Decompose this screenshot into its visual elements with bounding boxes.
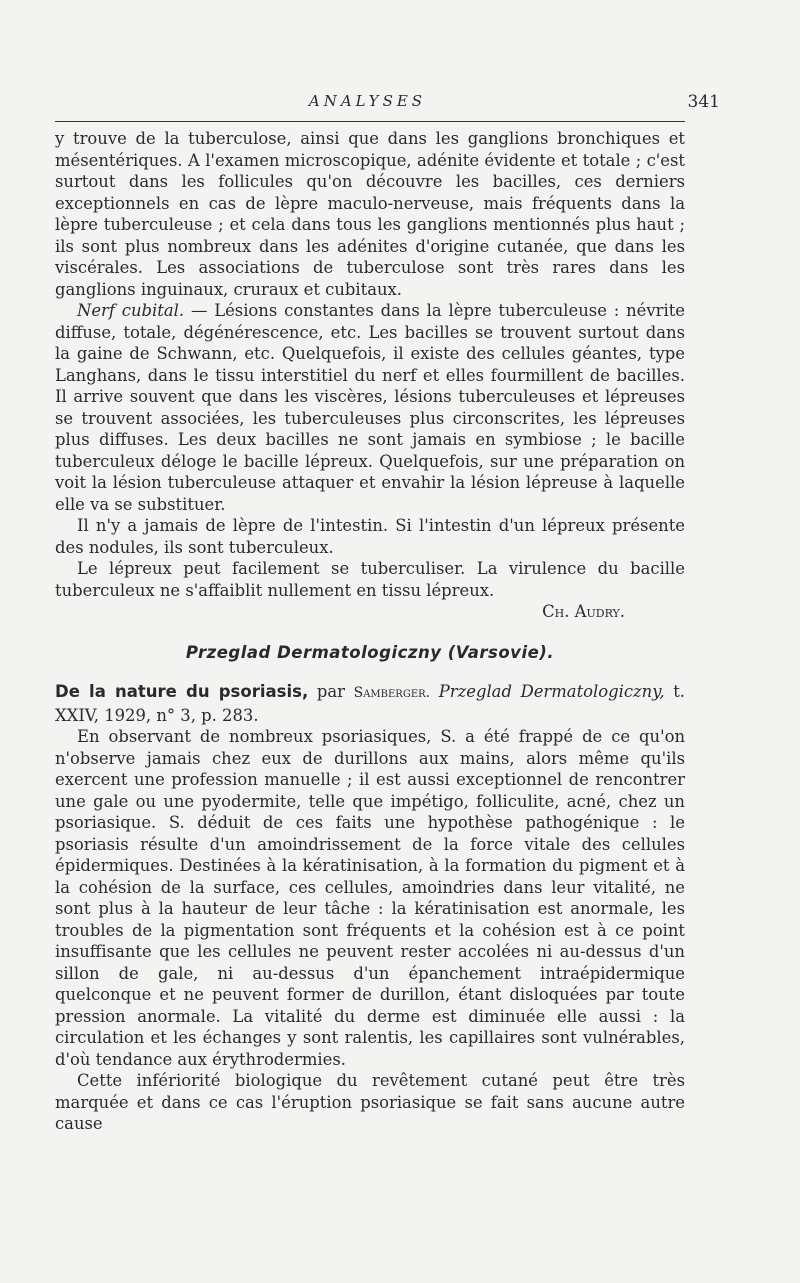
by-word: par [316,682,345,701]
running-title: ANALYSES [308,92,427,110]
paragraph-nerf-cubital [55,300,685,515]
article-author: Samberger. [353,685,431,701]
source-journal: Przeglad Dermatologiczny, [438,682,665,701]
article-reference [55,681,685,726]
page-number: 341 [687,92,720,112]
paragraph-text: — Lésions constantes dans la lèpre tuberculeuse : névrite diffuse, totale, dégénérescence, etc. Les bacilles se trouvent surtout dans la gaine de Schwann, etc. Quelquefois, il existe des cellules géantes, type Langhans, dans le tissu interstitiel du nerf et elles fourmillent de bacilles. Il arrive souvent que dans les viscères, lésions tuberculeuses et lépreuses se trouvent associées, les tuberculeuses plus circonscrites, les lépreuses plus diffuses. Les deux bacilles ne sont jamais en symbiose ; le bacille tuberculeux déloge le bacille lépreux. Quelquefois, sur une préparation on voit la lésion tuberculeuse attaquer et envahir la lésion lépreuse à laquelle elle va se substituer. [55,301,686,514]
paragraph: Il n'y a jamais de lèpre de l'intestin. Si l'intestin d'un lépreux présente des nodules, ils sont tuberculeux. [55,516,685,557]
body-text [55,128,685,1135]
paragraph: Le lépreux peut facilement se tuberculiser. La virulence du bacille tuberculeux ne s'affaiblit nullement en tissu lépreux. [55,559,685,600]
paragraph: y trouve de la tuberculose, ainsi que dans les ganglions bronchiques et mésentériques. A l'examen microscopique, adénite évidente et totale ; c'est surtout dans les follicules qu'on découvre les bacilles, ces derniers exceptionnels en cas de lèpre maculo-nerveuse, mais fréquents dans la lèpre tuberculeuse ; et cela dans tous les ganglions mentionnés plus haut ; ils sont plus nombreux dans les adénites d'origine cutanée, que dans les viscérales. Les associations de tuberculose sont très rares dans les ganglions inguinaux, cruraux et cubitaux. [55,129,685,299]
author-signature: Ch. Audry. [542,602,625,621]
citation: t. XXIV, 1929, n° 3, p. 283. [55,682,685,725]
paragraph-heading: Nerf cubital. [77,301,185,320]
page-header [55,92,720,116]
section-heading: Przeglad Dermatologiczny (Varsovie). [185,642,555,662]
header-rule [55,121,685,122]
article-title: De la nature du psoriasis, [55,682,309,701]
paragraph: En observant de nombreux psoriasiques, S. a été frappé de ce qu'on n'observe jamais chez eux de durillons aux mains, alors même qu'ils exercent une profession manuelle ; il est aussi exceptionnel de rencontrer une gale ou une pyodermite, telle que impétigo, folliculite, acné, chez un psoriasique. S. déduit de ces faits une hypothèse pathogénique : le psoriasis résulte d'un amoindrissement de la force vitale des cellules épidermiques. Destinées à la kératinisation, à la formation du pigment et à la cohésion de la surface, ces cellules, amoindries dans leur vitalité, ne sont plus à la hauteur de leur tâche : la kératinisation est anormale, les troubles de la pigmentation sont fréquents et la cohésion est à ce point insuffisante que les cellules ne peuvent rester accolées ni au-dessus d'un sillon de gale, ni au-dessus d'un épanchement intraépidermique quelconque et ne peuvent former de durillon, étant disloquées par toute pression anormale. La vitalité du derme est diminuée elle aussi : la circulation et les échanges y sont ralentis, les capillaires sont vulnérables, d'où tendance aux érythrodermies. [55,727,685,1069]
paragraph: Cette infériorité biologique du revêtement cutané peut être très marquée et dans ce cas l'éruption psoriasique se fait sans aucune autre cause [55,1071,685,1133]
